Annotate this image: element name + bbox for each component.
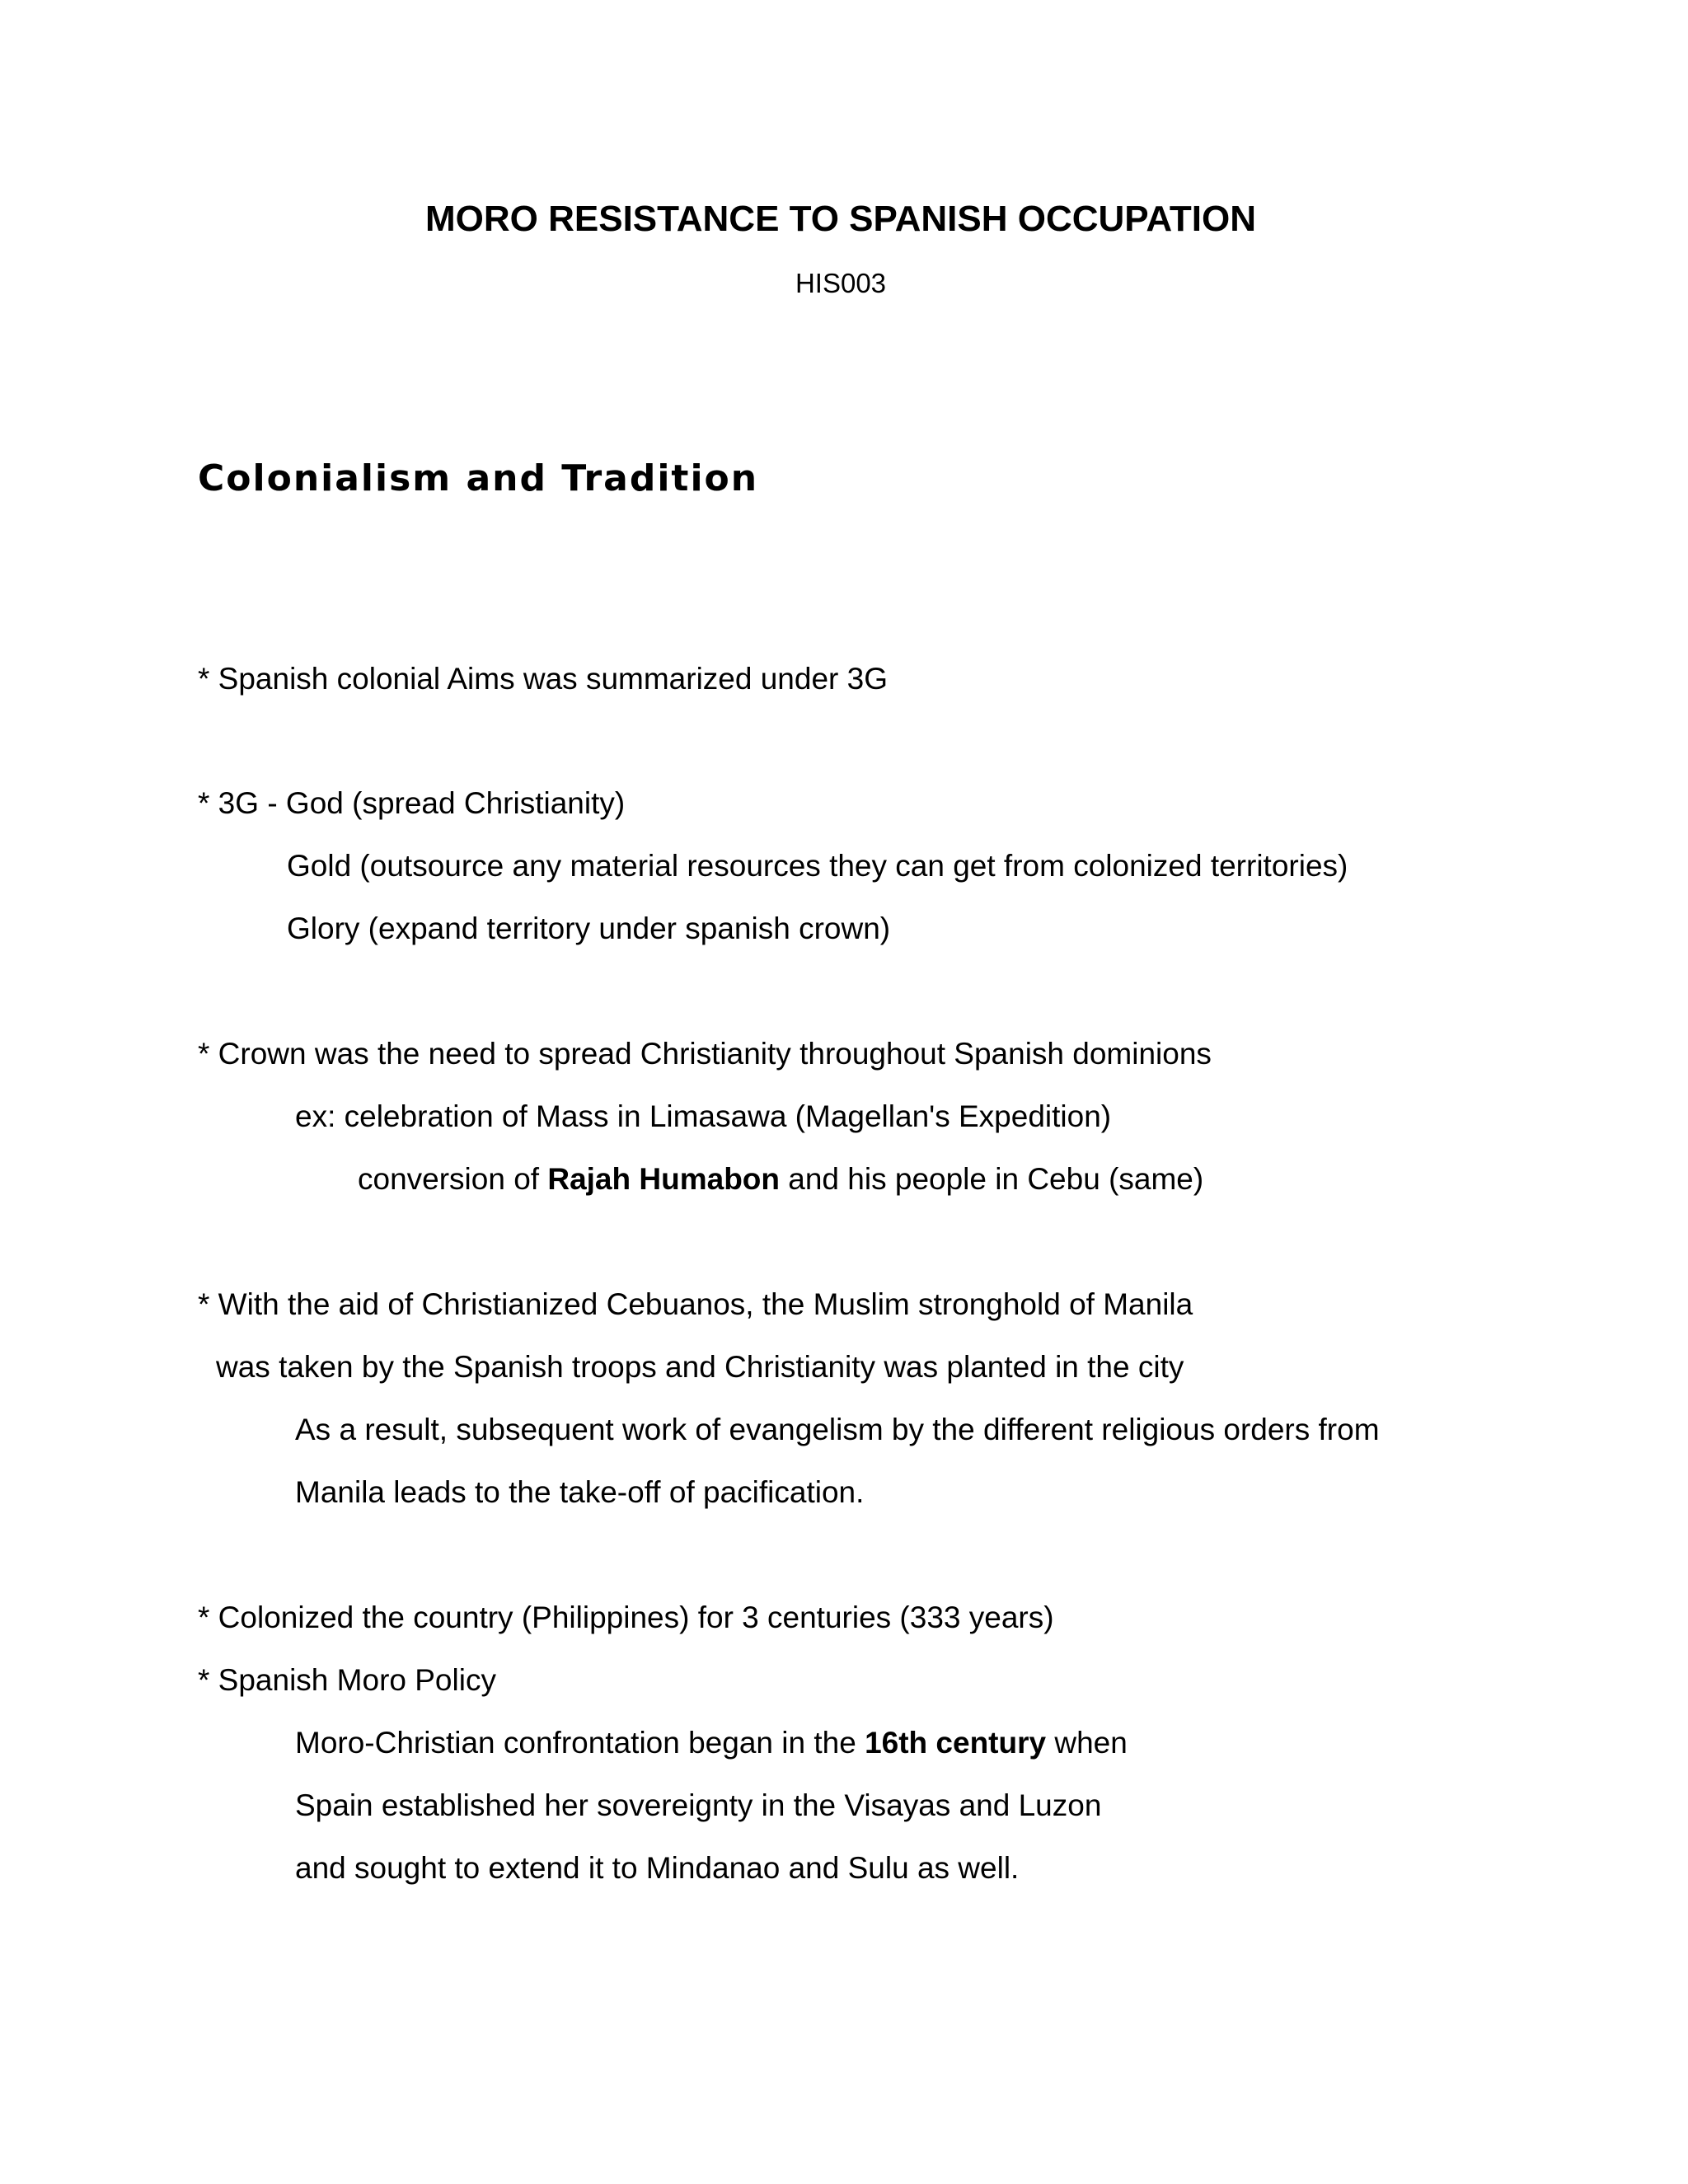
16th-century-bold: 16th century [865,1726,1047,1760]
humabon-text-after: and his people in Cebu (same) [780,1162,1204,1196]
confrontation-text-after: when [1046,1726,1128,1760]
evangelism-line: As a result, subsequent work of evangelism by the different religious orders from [295,1413,1380,1446]
bullet-3g-god: * 3G - God (spread Christianity) [198,786,626,820]
bullet-colonized-centuries: * Colonized the country (Philippines) for 3 centuries (333 years) [198,1601,1054,1634]
3g-glory-line: Glory (expand territory under spanish crown) [287,912,891,945]
bullet-moro-policy: * Spanish Moro Policy [198,1663,496,1697]
confrontation-text-before: Moro-Christian confrontation began in the [295,1726,865,1760]
manila-taken-line: was taken by the Spanish troops and Christianity was planted in the city [216,1350,1184,1384]
example-limasawa: ex: celebration of Mass in Limasawa (Magellan's Expedition) [295,1099,1112,1133]
rajah-humabon-bold: Rajah Humabon [547,1162,780,1196]
3g-gold-line: Gold (outsource any material resources they can get from colonized territories) [287,849,1348,883]
example-humabon [358,1160,1203,1198]
bullet-crown: * Crown was the need to spread Christianity throughout Spanish dominions [198,1037,1212,1071]
bullet-christianized-cebuanos: * With the aid of Christianized Cebuanos, the Muslim stronghold of Manila [198,1287,1193,1321]
bullet-colonial-aims: * Spanish colonial Aims was summarized under 3G [198,662,888,696]
course-code: HIS003 [795,268,887,298]
pacification-line: Manila leads to the take-off of pacification. [295,1475,865,1509]
section-heading: Colonialism and Tradition [198,457,759,499]
sovereignty-line: Spain established her sovereignty in the Visayas and Luzon [295,1788,1102,1822]
document-title: MORO RESISTANCE TO SPANISH OCCUPATION [425,199,1256,239]
mindanao-sulu-line: and sought to extend it to Mindanao and Sulu as well. [295,1851,1020,1885]
confrontation-line [295,1724,1128,1762]
humabon-text-before: conversion of [358,1162,548,1196]
